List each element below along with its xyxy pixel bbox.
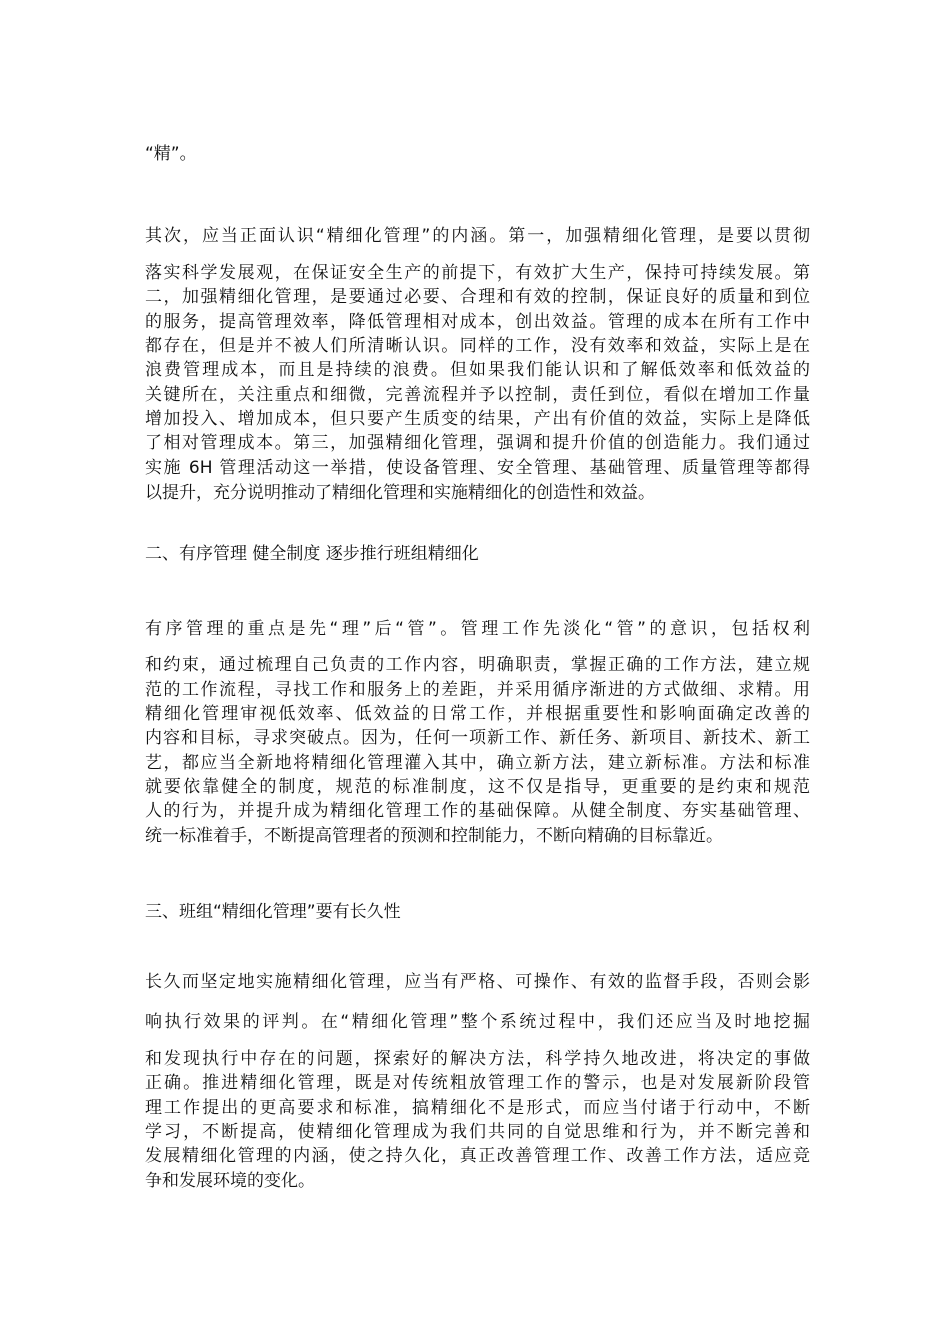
para2-line: 统一标准着手，不断提高管理者的预测和控制能力，不断向精确的目标靠近。 <box>145 826 723 846</box>
para1-line: 落实科学发展观，在保证安全生产的前提下，有效扩大生产，保持可持续发展。第 <box>145 263 810 283</box>
para3-line: 理工作提出的更高要求和标准，搞精细化不是形式，而应当付诸于行动中，不断 <box>145 1098 810 1118</box>
section-heading-3: 三、班组“精细化管理”要有长久性 <box>145 902 401 922</box>
para2-line: 人的行为，并提升成为精细化管理工作的基础保障。从健全制度、夯实基础管理、 <box>145 801 810 821</box>
para2-line: 和约束，通过梳理自己负责的工作内容，明确职责，掌握正确的工作方法，建立规 <box>145 655 810 675</box>
para3-line: 和发现执行中存在的问题，探索好的解决方法，科学持久地改进，将决定的事做 <box>145 1049 810 1069</box>
para2-line: 就要依靠健全的制度，规范的标准制度，这不仅是指导，更重要的是约束和规范 <box>145 777 810 797</box>
para2-line: 内容和目标，寻求突破点。因为，任何一项新工作、新任务、新项目、新技术、新工 <box>145 728 810 748</box>
para1-line: 了相对管理成本。第三，加强精细化管理，强调和提升价值的创造能力。我们通过 <box>145 433 810 453</box>
para1-line: 都存在，但是并不被人们所清晰认识。同样的工作，没有效率和效益，实际上是在 <box>145 336 810 356</box>
para3-line: 发展精细化管理的内涵，使之持久化，真正改善管理工作、改善工作方法，适应竞 <box>145 1146 810 1166</box>
para1-line: 其次，应当正面认识“精细化管理”的内涵。第一，加强精细化管理，是要以贯彻 <box>145 226 810 246</box>
para2-line: 精细化管理审视低效率、低效益的日常工作，并根据重要性和影响面确定改善的 <box>145 704 810 724</box>
para3-line: 学习，不断提高，使精细化管理成为我们共同的自觉思维和行为，并不断完善和 <box>145 1122 810 1142</box>
para3-line: 争和发展环境的变化。 <box>145 1171 315 1191</box>
para3-line: 长久而坚定地实施精细化管理，应当有严格、可操作、有效的监督手段，否则会影 <box>145 972 810 992</box>
para1-line: 实施 6H 管理活动这一举措，使设备管理、安全管理、基础管理、质量管理等都得 <box>145 458 810 478</box>
para1-line: 增加投入、增加成本，但只要产生质变的结果，产出有价值的效益，实际上是降低 <box>145 409 810 429</box>
para1-line: 浪费管理成本，而且是持续的浪费。但如果我们能认识和了解低效率和低效益的 <box>145 360 810 380</box>
para3-line: 正确。推进精细化管理，既是对传统粗放管理工作的警示，也是对发展新阶段管 <box>145 1073 810 1093</box>
para2-line: 有序管理的重点是先“理”后“管”。管理工作先淡化“管”的意识，包括权利 <box>145 619 810 639</box>
section-heading-2: 二、有序管理 健全制度 逐步推行班组精细化 <box>145 544 479 564</box>
para1-line: 关键所在，关注重点和细微，完善流程并予以控制，责任到位，看似在增加工作量 <box>145 385 810 405</box>
para1-line: 二，加强精细化管理，是要通过必要、合理和有效的控制，保证良好的质量和到位 <box>145 287 810 307</box>
para2-line: 艺，都应当全新地将精细化管理灌入其中，确立新方法，建立新标准。方法和标准 <box>145 753 810 773</box>
para1-line: 以提升，充分说明推动了精细化管理和实施精细化的创造性和效益。 <box>145 483 655 503</box>
para1-line: 的服务，提高管理效率，降低管理相对成本，创出效益。管理的成本在所有工作中 <box>145 312 810 332</box>
fragment-line: “精”。 <box>145 144 197 164</box>
para2-line: 范的工作流程，寻找工作和服务上的差距，并采用循序渐进的方式做细、求精。用 <box>145 680 810 700</box>
para3-line: 响执行效果的评判。在“精细化管理”整个系统过程中，我们还应当及时地挖掘 <box>145 1012 810 1032</box>
